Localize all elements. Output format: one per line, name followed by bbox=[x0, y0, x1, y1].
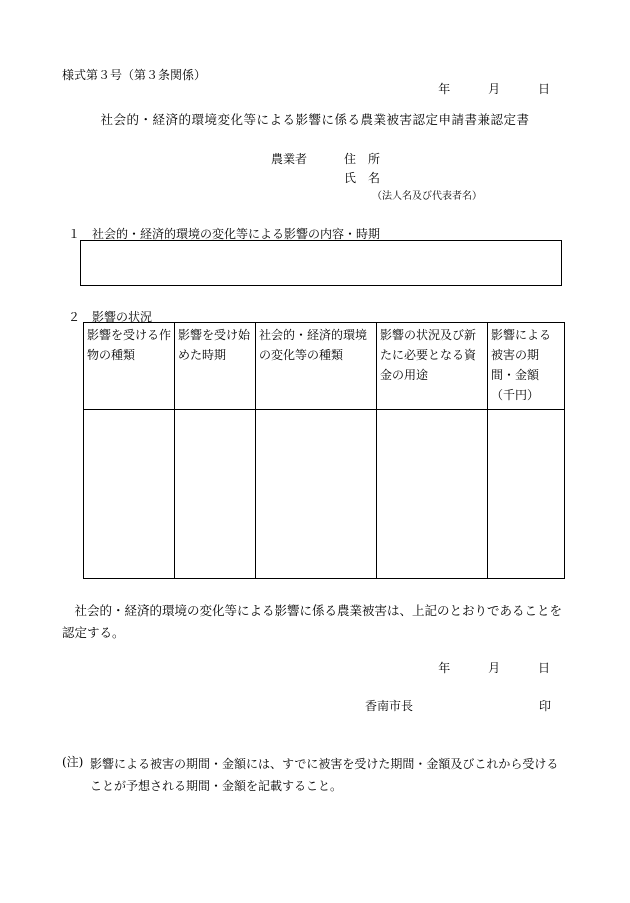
column-header-change-type: 社会的・経済的環境の変化等の種類 bbox=[256, 323, 377, 410]
table-header-row bbox=[84, 323, 565, 410]
impact-status-table bbox=[83, 322, 565, 579]
date-month-label: 月 bbox=[488, 82, 501, 96]
name-label: 氏 名 bbox=[344, 171, 381, 185]
form-number: 様式第３号（第３条関係） bbox=[62, 68, 207, 82]
cert-date-month-label: 月 bbox=[488, 661, 501, 675]
certification-statement: 社会的・経済的環境の変化等による影響に係る農業被害は、上記のとおりであることを認定する。 bbox=[62, 603, 563, 640]
note-label: (注) bbox=[62, 755, 84, 769]
section2-title: ２ 影響の状況 bbox=[68, 310, 153, 324]
section1-title: １ 社会的・経済的環境の変化等による影響の内容・時期 bbox=[68, 227, 381, 241]
farmer-label: 農業者 bbox=[271, 152, 308, 166]
column-header-damage-period-amount: 影響による被害の期間・金額（千円） bbox=[488, 323, 565, 410]
column-header-start-period: 影響を受け始めた時期 bbox=[175, 323, 256, 410]
date-day-label: 日 bbox=[537, 82, 550, 96]
impact-content-field[interactable] bbox=[80, 240, 562, 286]
column-header-status-and-fund-use: 影響の状況及び新たに必要となる資金の用途 bbox=[377, 323, 488, 410]
damage-period-amount-cell[interactable] bbox=[488, 410, 565, 579]
seal-mark: 印 bbox=[539, 699, 552, 713]
note-text: 影響による被害の期間・金額には、すでに被害を受けた期間・金額及びこれから受けることが予想される期間・金額を記載すること。 bbox=[90, 757, 559, 793]
corporate-name-note: （法人名及び代表者名） bbox=[372, 191, 482, 202]
cert-date-day-label: 日 bbox=[537, 661, 550, 675]
mayor-title: 香南市長 bbox=[365, 699, 414, 713]
start-period-cell[interactable] bbox=[175, 410, 256, 579]
table-row bbox=[84, 410, 565, 579]
certification-date bbox=[438, 659, 550, 676]
crop-type-cell[interactable] bbox=[84, 410, 175, 579]
status-and-fund-use-cell[interactable] bbox=[377, 410, 488, 579]
address-label: 住 所 bbox=[344, 152, 381, 166]
document-title: 社会的・経済的環境変化等による影響に係る農業被害認定申請書兼認定書 bbox=[100, 112, 530, 127]
date-year-label: 年 bbox=[438, 82, 451, 96]
change-type-cell[interactable] bbox=[256, 410, 377, 579]
column-header-crop-type: 影響を受ける作物の種類 bbox=[84, 323, 175, 410]
application-date bbox=[438, 80, 550, 97]
cert-date-year-label: 年 bbox=[438, 661, 451, 675]
